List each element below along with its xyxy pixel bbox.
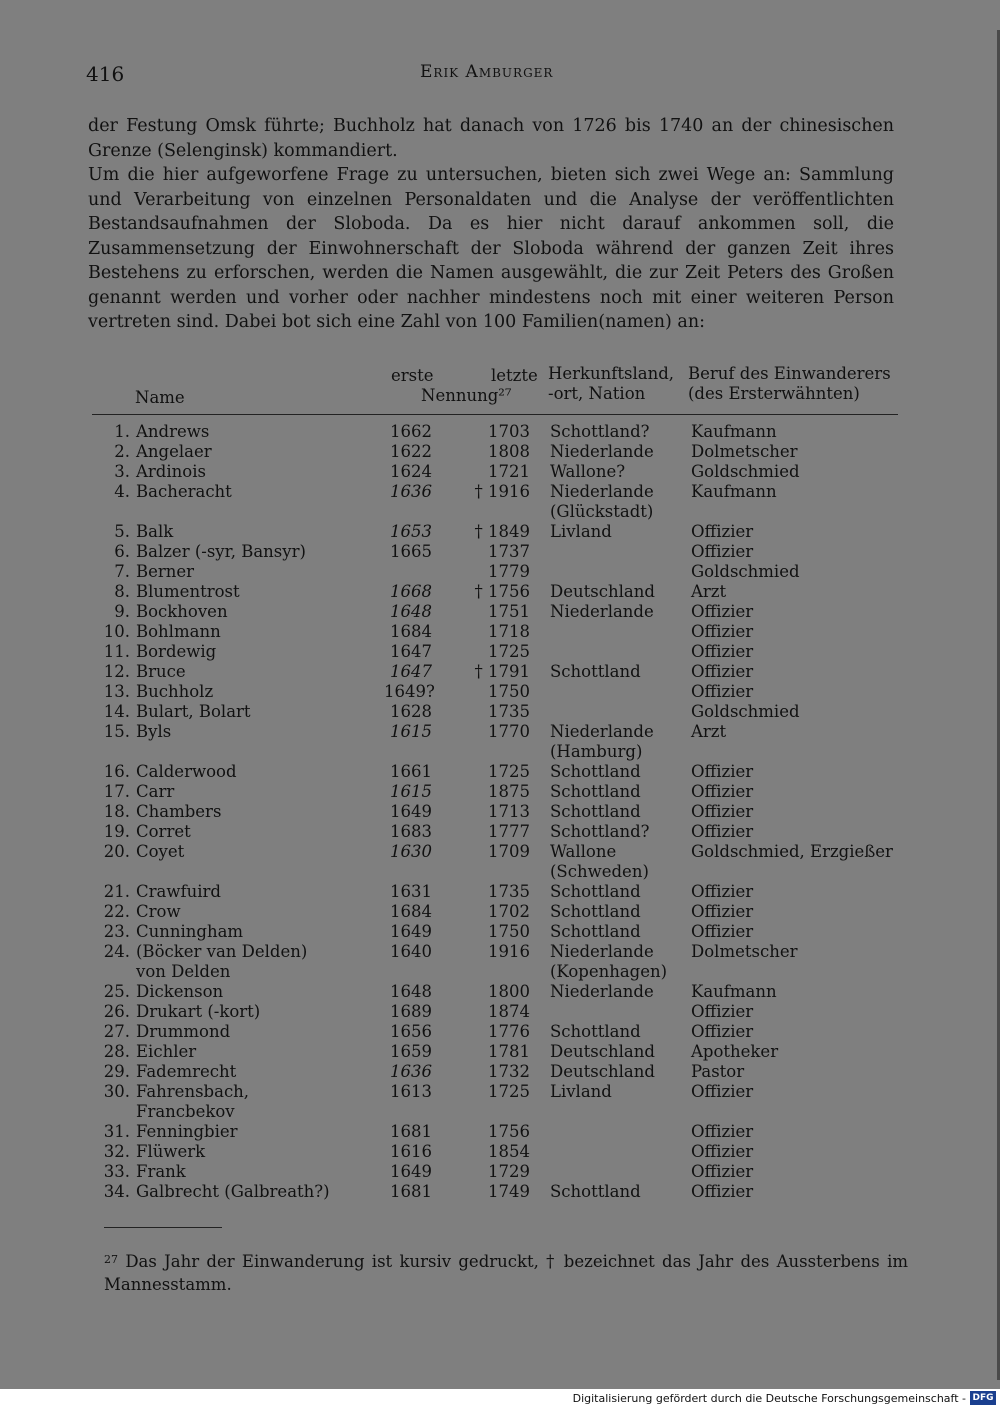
row-name: Crawfuird <box>136 882 221 901</box>
table-row <box>88 682 898 702</box>
row-last-mention: 1703 <box>488 422 530 441</box>
row-origin: Wallone? <box>550 462 626 481</box>
row-origin: Niederlande <box>550 602 654 621</box>
table-row <box>88 882 898 902</box>
row-number: 27. <box>103 1022 130 1041</box>
row-name: Bruce <box>136 662 186 681</box>
row-name: Bordewig <box>136 642 217 661</box>
row-first-mention: 1649 <box>390 922 432 941</box>
row-number: 34. <box>103 1182 130 1201</box>
row-last-mention: 1721 <box>488 462 530 481</box>
row-name: Angelaer <box>136 442 212 461</box>
row-last-mention: 1735 <box>488 702 530 721</box>
running-head: Erik Amburger <box>420 62 554 82</box>
row-number: 5. <box>114 522 130 541</box>
row-last-mention: 1779 <box>488 562 530 581</box>
row-number: 9. <box>114 602 130 621</box>
row-first-mention: 1630 <box>390 842 432 861</box>
table-row <box>88 1162 898 1182</box>
row-origin: Schottland <box>550 802 641 821</box>
header-job-1: Beruf des Einwanderers <box>688 364 891 383</box>
row-first-mention: 1616 <box>390 1142 432 1161</box>
table-row <box>88 1042 898 1062</box>
row-name: Balk <box>136 522 174 541</box>
row-name: Bohlmann <box>136 622 221 641</box>
row-profession: Offizier <box>691 542 754 561</box>
row-origin: Niederlande <box>550 982 654 1001</box>
row-last-mention: 1713 <box>488 802 530 821</box>
footnote-marker: 27 <box>104 1253 118 1266</box>
row-number: 26. <box>103 1002 130 1021</box>
row-profession: Offizier <box>691 682 754 701</box>
table-row <box>88 1022 898 1042</box>
row-name: Drukart (-kort) <box>136 1002 261 1021</box>
row-profession: Goldschmied <box>691 562 800 581</box>
row-last-mention: 1729 <box>488 1162 530 1181</box>
row-number: 17. <box>103 782 130 801</box>
row-number: 19. <box>103 822 130 841</box>
row-origin: Deutschland <box>550 1062 655 1081</box>
table-row <box>88 562 898 582</box>
row-origin-continued: (Kopenhagen) <box>550 962 668 981</box>
row-first-mention: 1613 <box>390 1082 432 1101</box>
row-last-mention: 1756 <box>488 1122 530 1141</box>
table-row <box>88 702 898 722</box>
row-origin: Schottland <box>550 1182 641 1201</box>
attribution-text: Digitalisierung gefördert durch die Deutsche Forschungsgemeinschaft - <box>572 1392 966 1405</box>
row-last-mention: † 1849 <box>474 522 530 541</box>
row-profession: Apotheker <box>691 1042 779 1061</box>
header-origin-2: -ort, Nation <box>548 384 646 403</box>
row-name: Fenningbier <box>136 1122 238 1141</box>
row-first-mention: 1684 <box>390 622 432 641</box>
row-profession: Goldschmied, Erzgießer <box>691 842 893 861</box>
row-profession: Offizier <box>691 1142 754 1161</box>
row-first-mention: 1683 <box>390 822 432 841</box>
row-name-continued: Francbekov <box>136 1102 235 1121</box>
row-first-mention: 1647 <box>390 642 432 661</box>
row-origin: Schottland <box>550 882 641 901</box>
row-first-mention: 1631 <box>390 882 432 901</box>
row-number: 11. <box>103 642 130 661</box>
row-number: 30. <box>103 1082 130 1101</box>
row-number: 10. <box>103 622 130 641</box>
row-first-mention: 1668 <box>390 582 432 601</box>
row-profession: Offizier <box>691 662 754 681</box>
row-origin: Schottland? <box>550 822 650 841</box>
row-number: 25. <box>103 982 130 1001</box>
table-row <box>88 522 898 542</box>
table-row <box>88 1142 898 1162</box>
table-row <box>88 842 898 882</box>
row-profession: Arzt <box>691 722 727 741</box>
row-name: Dickenson <box>136 982 224 1001</box>
row-origin: Niederlande <box>550 482 654 501</box>
row-name: Berner <box>136 562 195 581</box>
table-row <box>88 802 898 822</box>
row-name: Fademrecht <box>136 1062 237 1081</box>
row-number: 33. <box>103 1162 130 1181</box>
row-name: Fahrensbach, <box>136 1082 250 1101</box>
row-origin: Schottland? <box>550 422 650 441</box>
row-last-mention: 1875 <box>488 782 530 801</box>
row-last-mention: 1854 <box>488 1142 530 1161</box>
row-profession: Dolmetscher <box>691 942 798 961</box>
table-row <box>88 422 898 442</box>
row-name: Ardinois <box>136 462 206 481</box>
row-first-mention: 1647 <box>390 662 432 681</box>
row-first-mention: 1684 <box>390 902 432 921</box>
row-name: Bulart, Bolart <box>136 702 251 721</box>
row-number: 24. <box>103 942 130 961</box>
row-number: 18. <box>103 802 130 821</box>
row-name: Balzer (-syr, Bansyr) <box>136 542 306 561</box>
row-origin: Deutschland <box>550 1042 655 1061</box>
header-mention: Nennung²⁷ <box>421 386 512 405</box>
row-first-mention: 1628 <box>390 702 432 721</box>
table-row <box>88 902 898 922</box>
row-last-mention: 1725 <box>488 762 530 781</box>
row-profession: Offizier <box>691 602 754 621</box>
row-number: 12. <box>103 662 130 681</box>
table-row <box>88 542 898 562</box>
row-profession: Offizier <box>691 802 754 821</box>
row-origin: Schottland <box>550 922 641 941</box>
row-number: 31. <box>103 1122 130 1141</box>
row-profession: Offizier <box>691 1082 754 1101</box>
header-last: letzte <box>491 366 538 385</box>
row-origin: Livland <box>550 1082 612 1101</box>
row-last-mention: 1770 <box>488 722 530 741</box>
row-number: 14. <box>103 702 130 721</box>
row-origin-continued: (Hamburg) <box>550 742 643 761</box>
row-last-mention: † 1756 <box>474 582 530 601</box>
row-origin: Deutschland <box>550 582 655 601</box>
table-row <box>88 822 898 842</box>
row-number: 13. <box>103 682 130 701</box>
row-profession: Offizier <box>691 822 754 841</box>
row-name: Carr <box>136 782 175 801</box>
table-row <box>88 582 898 602</box>
row-profession: Offizier <box>691 782 754 801</box>
row-profession: Offizier <box>691 622 754 641</box>
row-profession: Offizier <box>691 902 754 921</box>
row-last-mention: 1702 <box>488 902 530 921</box>
row-origin: Niederlande <box>550 942 654 961</box>
row-last-mention: 1709 <box>488 842 530 861</box>
row-last-mention: 1749 <box>488 1182 530 1201</box>
row-last-mention: 1750 <box>488 682 530 701</box>
table-row <box>88 642 898 662</box>
row-origin-continued: (Schweden) <box>550 862 649 881</box>
row-last-mention: 1874 <box>488 1002 530 1021</box>
row-name: Bockhoven <box>136 602 228 621</box>
row-profession: Offizier <box>691 762 754 781</box>
header-first: erste <box>391 366 434 385</box>
row-number: 21. <box>103 882 130 901</box>
row-origin: Niederlande <box>550 722 654 741</box>
row-origin: Schottland <box>550 1022 641 1041</box>
row-origin: Livland <box>550 522 612 541</box>
row-name: Blumentrost <box>136 582 240 601</box>
row-profession: Dolmetscher <box>691 442 798 461</box>
row-name: Bacheracht <box>136 482 232 501</box>
footnote-text: Das Jahr der Einwanderung ist kursiv gedruckt, † bezeichnet das Jahr des Aussterbens im Mannesstamm. <box>104 1252 908 1294</box>
row-last-mention: 1776 <box>488 1022 530 1041</box>
row-profession: Offizier <box>691 1022 754 1041</box>
body-paragraph: Um die hier aufgeworfene Frage zu untersuchen, bieten sich zwei Wege an: Sammlung und Verarbeitung von einzelnen Personaldaten und die Analyse der veröffentlichten Bestandsaufnahmen der Sloboda. Da es hier nicht darauf ankommen soll, die Zusammensetzung der Einwohnerschaft der Sloboda während der ganzen Zeit ihres Bestehens zu erforschen, werden die Namen ausgewählt, die zur Zeit Peters des Großen genannt werden und vorher oder nachher mindestens noch mit einer weiteren Person vertreten sind. Dabei bot sich eine Zahl von 100 Familien(namen) an: <box>88 165 894 332</box>
row-last-mention: 1725 <box>488 1082 530 1101</box>
row-number: 15. <box>103 722 130 741</box>
row-profession: Kaufmann <box>691 982 777 1001</box>
dfg-logo: DFG <box>970 1391 996 1405</box>
row-last-mention: † 1916 <box>474 482 530 501</box>
row-profession: Goldschmied <box>691 462 800 481</box>
row-number: 29. <box>103 1062 130 1081</box>
row-first-mention: 1649 <box>390 1162 432 1181</box>
row-name: (Böcker van Delden) <box>136 942 308 961</box>
row-number: 16. <box>103 762 130 781</box>
row-first-mention: 1649 <box>390 802 432 821</box>
row-number: 6. <box>114 542 130 561</box>
row-name: Flüwerk <box>136 1142 206 1161</box>
row-origin: Wallone <box>550 842 617 861</box>
row-number: 28. <box>103 1042 130 1061</box>
row-first-mention: 1615 <box>390 722 432 741</box>
row-last-mention: 1732 <box>488 1062 530 1081</box>
row-profession: Offizier <box>691 1162 754 1181</box>
row-number: 2. <box>114 442 130 461</box>
table-row <box>88 1122 898 1142</box>
row-first-mention: 1659 <box>390 1042 432 1061</box>
row-first-mention: 1653 <box>390 522 432 541</box>
row-name: Drummond <box>136 1022 231 1041</box>
row-first-mention: 1615 <box>390 782 432 801</box>
row-origin: Niederlande <box>550 442 654 461</box>
row-name: Calderwood <box>136 762 237 781</box>
row-last-mention: 1750 <box>488 922 530 941</box>
row-first-mention: 1648 <box>390 602 432 621</box>
row-first-mention: 1624 <box>390 462 432 481</box>
table-row <box>88 1182 898 1202</box>
table-row <box>88 942 898 982</box>
row-number: 7. <box>114 562 130 581</box>
header-name: Name <box>135 388 185 407</box>
row-last-mention: 1735 <box>488 882 530 901</box>
row-name-continued: von Delden <box>136 962 231 981</box>
table-row <box>88 482 898 522</box>
page-number: 416 <box>86 62 125 86</box>
row-name: Cunningham <box>136 922 244 941</box>
row-first-mention: 1649? <box>384 682 435 701</box>
row-last-mention: † 1791 <box>474 662 530 681</box>
table-row <box>88 922 898 942</box>
row-profession: Offizier <box>691 522 754 541</box>
table-row <box>88 462 898 482</box>
row-name: Andrews <box>136 422 210 441</box>
row-profession: Kaufmann <box>691 422 777 441</box>
row-last-mention: 1808 <box>488 442 530 461</box>
row-number: 22. <box>103 902 130 921</box>
body-text <box>88 114 894 335</box>
row-first-mention: 1681 <box>390 1122 432 1141</box>
row-name: Eichler <box>136 1042 197 1061</box>
row-first-mention: 1636 <box>390 482 432 501</box>
row-number: 3. <box>114 462 130 481</box>
row-origin: Schottland <box>550 782 641 801</box>
row-profession: Offizier <box>691 922 754 941</box>
row-first-mention: 1636 <box>390 1062 432 1081</box>
row-first-mention: 1622 <box>390 442 432 461</box>
row-name: Buchholz <box>136 682 214 701</box>
row-name: Coyet <box>136 842 185 861</box>
row-name: Frank <box>136 1162 186 1181</box>
table-row <box>88 982 898 1002</box>
row-number: 4. <box>114 482 130 501</box>
row-first-mention: 1662 <box>390 422 432 441</box>
attribution-bar <box>0 1389 1000 1409</box>
row-last-mention: 1725 <box>488 642 530 661</box>
row-first-mention: 1689 <box>390 1002 432 1021</box>
row-profession: Pastor <box>691 1062 745 1081</box>
row-origin-continued: (Glückstadt) <box>550 502 654 521</box>
row-profession: Offizier <box>691 1122 754 1141</box>
table-row <box>88 722 898 762</box>
row-name: Crow <box>136 902 181 921</box>
table-row <box>88 1002 898 1022</box>
row-name: Galbrecht (Galbreath?) <box>136 1182 330 1201</box>
table-row <box>88 602 898 622</box>
row-profession: Offizier <box>691 1002 754 1021</box>
table-row <box>88 1062 898 1082</box>
row-first-mention: 1661 <box>390 762 432 781</box>
row-name: Byls <box>136 722 172 741</box>
table-row <box>88 762 898 782</box>
row-last-mention: 1777 <box>488 822 530 841</box>
header-job-2: (des Ersterwähnten) <box>688 384 860 403</box>
row-number: 20. <box>103 842 130 861</box>
header-origin-1: Herkunftsland, <box>548 364 675 383</box>
row-number: 8. <box>114 582 130 601</box>
row-name: Corret <box>136 822 191 841</box>
row-first-mention: 1640 <box>390 942 432 961</box>
table-row <box>88 442 898 462</box>
table-row <box>88 662 898 682</box>
row-profession: Offizier <box>691 882 754 901</box>
row-profession: Arzt <box>691 582 727 601</box>
body-paragraph: der Festung Omsk führte; Buchholz hat danach von 1726 bis 1740 an der chinesischen Grenze (Selenginsk) kommandiert. <box>88 116 894 161</box>
footnote-rule <box>104 1227 222 1228</box>
row-last-mention: 1718 <box>488 622 530 641</box>
row-last-mention: 1916 <box>488 942 530 961</box>
table-row <box>88 782 898 802</box>
row-first-mention: 1665 <box>390 542 432 561</box>
row-origin: Schottland <box>550 762 641 781</box>
row-origin: Schottland <box>550 662 641 681</box>
row-last-mention: 1737 <box>488 542 530 561</box>
footnote <box>104 1248 908 1296</box>
row-profession: Offizier <box>691 1182 754 1201</box>
row-first-mention: 1648 <box>390 982 432 1001</box>
row-origin: Schottland <box>550 902 641 921</box>
row-name: Chambers <box>136 802 222 821</box>
row-last-mention: 1751 <box>488 602 530 621</box>
row-first-mention: 1656 <box>390 1022 432 1041</box>
row-number: 32. <box>103 1142 130 1161</box>
row-first-mention: 1681 <box>390 1182 432 1201</box>
row-number: 1. <box>114 422 130 441</box>
row-last-mention: 1781 <box>488 1042 530 1061</box>
row-last-mention: 1800 <box>488 982 530 1001</box>
row-profession: Goldschmied <box>691 702 800 721</box>
table-rule <box>92 414 898 415</box>
row-profession: Kaufmann <box>691 482 777 501</box>
table-body <box>88 422 898 1202</box>
row-number: 23. <box>103 922 130 941</box>
table-row <box>88 1082 898 1122</box>
row-profession: Offizier <box>691 642 754 661</box>
table-row <box>88 622 898 642</box>
